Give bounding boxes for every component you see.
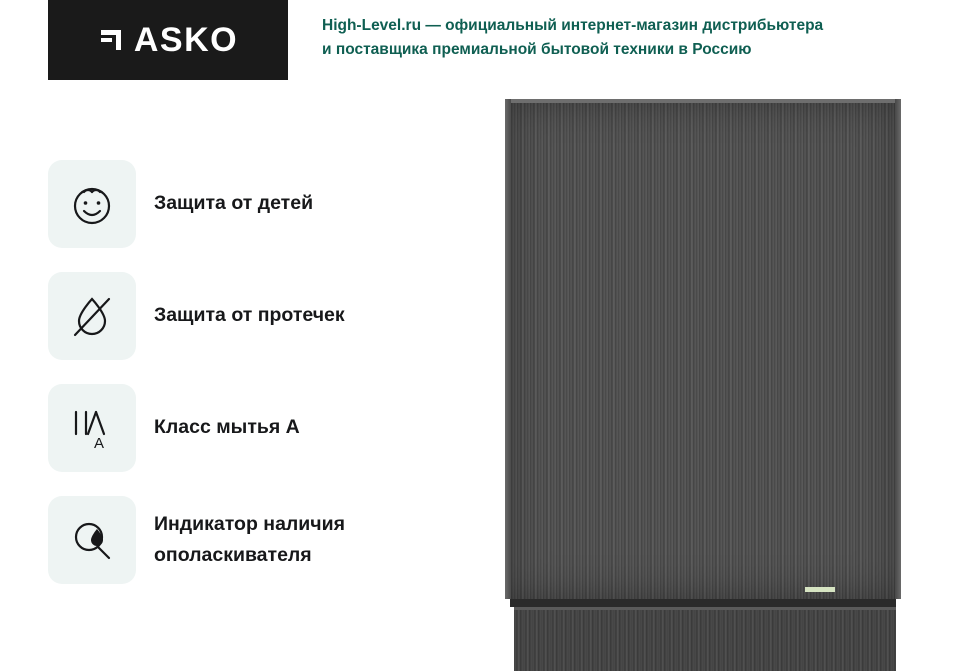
list-item-label: Класс мытья А	[154, 416, 300, 439]
logo-inner	[98, 23, 238, 57]
plinth-shadow	[510, 599, 896, 607]
list-item-label	[154, 509, 345, 571]
dishwasher-plinth	[514, 607, 896, 671]
list-item-label: Защита от протечек	[154, 304, 345, 327]
svg-text:A: A	[94, 435, 105, 452]
list-item	[48, 496, 468, 584]
tagline-line-1: High-Level.ru — официальный интернет-магазин дистрибьютера	[322, 17, 824, 34]
door-right-edge	[895, 99, 901, 599]
brand-logo	[48, 0, 288, 80]
product-image	[505, 99, 901, 672]
brand-name: ASKO	[133, 21, 239, 59]
rinse-aid-indicator-icon	[48, 496, 136, 584]
door-left-edge	[505, 99, 511, 599]
door-top-edge	[505, 99, 901, 103]
list-item	[48, 272, 468, 360]
list-item	[48, 160, 468, 248]
tagline-line-2: и поставщика премиальной бытовой техники в Россию	[322, 41, 752, 59]
list-item	[48, 384, 468, 472]
child-lock-icon	[48, 160, 136, 248]
leak-protection-icon	[48, 272, 136, 360]
asko-mark-icon	[98, 27, 124, 53]
page-header	[0, 0, 976, 80]
header-tagline	[322, 14, 922, 62]
list-item-label-line-2: ополаскивателя	[154, 544, 312, 566]
plinth-highlight	[514, 607, 896, 610]
door-badge	[805, 587, 835, 592]
list-item-label-line-1: Индикатор наличия	[154, 512, 345, 535]
feature-list	[48, 160, 468, 608]
wash-class-a-icon	[48, 384, 136, 472]
dishwasher-door-panel	[505, 99, 901, 599]
list-item-label: Защита от детей	[154, 192, 314, 215]
